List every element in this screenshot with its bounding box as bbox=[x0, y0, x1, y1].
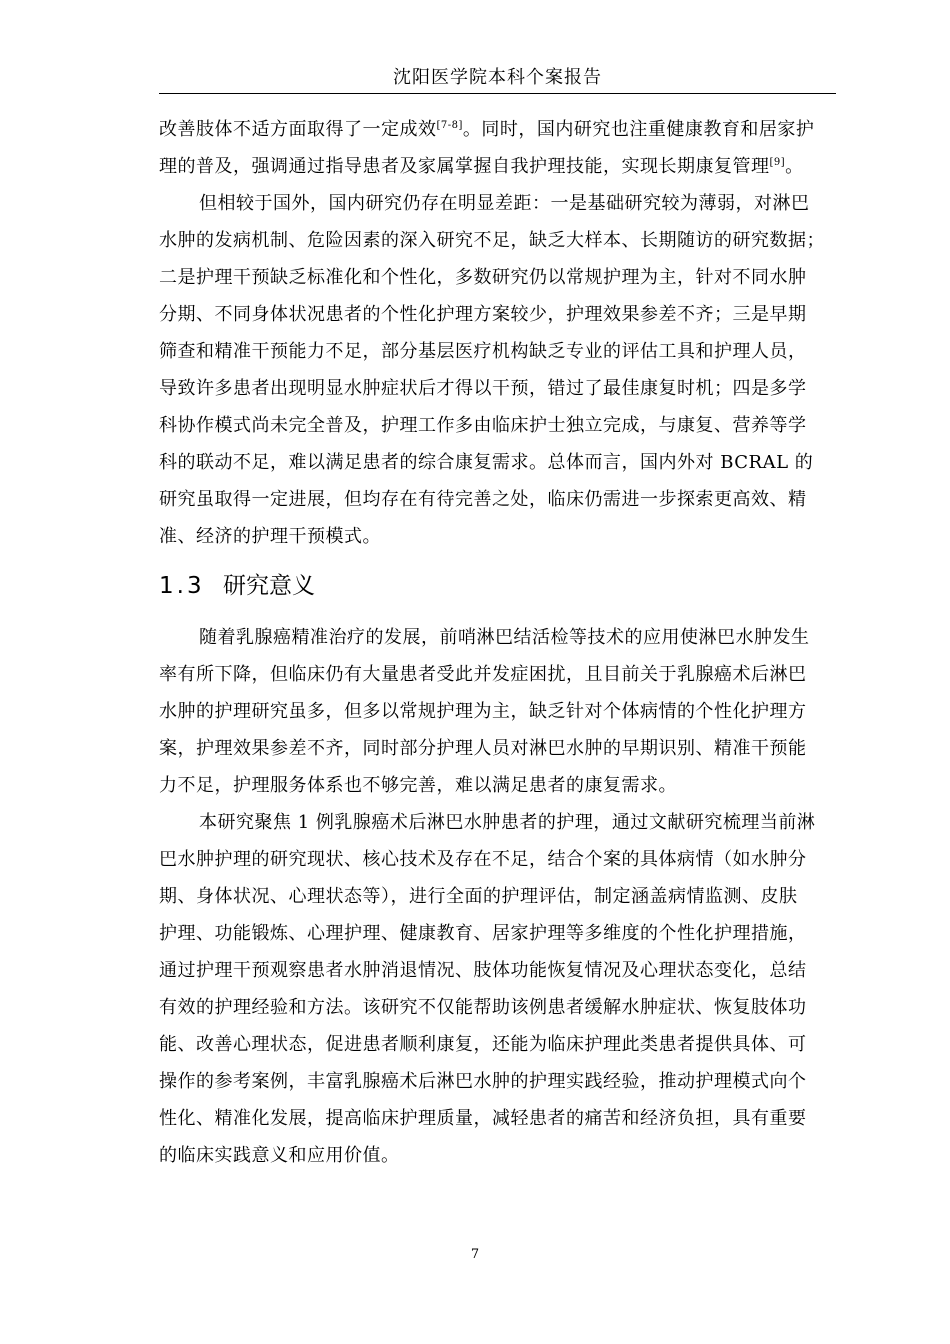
header-rule bbox=[159, 93, 836, 94]
text-line: 力不足，护理服务体系也不够完善，难以满足患者的康复需求。 bbox=[159, 775, 677, 796]
page-header-title: 沈阳医学院本科个案报告 bbox=[393, 67, 602, 88]
text-line: 的临床实践意义和应用价值。 bbox=[159, 1145, 400, 1166]
paragraph-continued bbox=[159, 111, 839, 185]
section-title: 研究意义 bbox=[223, 573, 315, 599]
text-line: 随着乳腺癌精准治疗的发展，前哨淋巴结活检等技术的应用使淋巴水肿发生 bbox=[199, 627, 810, 648]
citation: [9] bbox=[769, 157, 786, 168]
text-line: 巴水肿护理的研究现状、核心技术及存在不足，结合个案的具体病情（如水肿分 bbox=[159, 849, 807, 870]
text-line: 水肿的护理研究虽多，但多以常规护理为主，缺乏针对个体病情的个性化护理方 bbox=[159, 701, 807, 722]
text-line: 理的普及，强调通过指导患者及家属掌握自我护理技能，实现长期康复管理[9]。 bbox=[159, 156, 804, 177]
text-line: 案，护理效果参差不齐，同时部分护理人员对淋巴水肿的早期识别、精准干预能 bbox=[159, 738, 807, 759]
text-line: 通过护理干预观察患者水肿消退情况、肢体功能恢复情况及心理状态变化，总结 bbox=[159, 960, 807, 981]
text-line: 导致许多患者出现明显水肿症状后才得以干预，错过了最佳康复时机；四是多学 bbox=[159, 378, 807, 399]
text-line: 期、身体状况、心理状态等），进行全面的护理评估，制定涵盖病情监测、皮肤 bbox=[159, 886, 798, 907]
text-line: 有效的护理经验和方法。该研究不仅能帮助该例患者缓解水肿症状、恢复肢体功 bbox=[159, 997, 807, 1018]
text-line: 科的联动不足，难以满足患者的综合康复需求。总体而言，国内外对 BCRAL 的 bbox=[159, 452, 814, 473]
page-number: 7 bbox=[470, 1247, 480, 1262]
paragraph-significance-2 bbox=[159, 804, 839, 1174]
text-line: 但相较于国外，国内研究仍存在明显差距：一是基础研究较为薄弱，对淋巴 bbox=[199, 193, 810, 214]
paragraph-domestic-gaps bbox=[159, 185, 839, 555]
section-heading bbox=[159, 568, 315, 604]
text-line: 水肿的发病机制、危险因素的深入研究不足，缺乏大样本、长期随访的研究数据； bbox=[159, 230, 825, 251]
text-line: 改善肢体不适方面取得了一定成效[7-8]。同时，国内研究也注重健康教育和居家护 bbox=[159, 119, 815, 140]
text-line: 二是护理干预缺乏标准化和个性化，多数研究仍以常规护理为主，针对不同水肿 bbox=[159, 267, 807, 288]
text-line: 能、改善心理状态，促进患者顺利康复，还能为临床护理此类患者提供具体、可 bbox=[159, 1034, 807, 1055]
text-line: 准、经济的护理干预模式。 bbox=[159, 526, 381, 547]
paragraph-significance-1 bbox=[159, 619, 839, 804]
text-line: 筛查和精准干预能力不足，部分基层医疗机构缺乏专业的评估工具和护理人员， bbox=[159, 341, 807, 362]
section-number: 1.3 bbox=[159, 573, 205, 599]
text-line: 科协作模式尚未完全普及，护理工作多由临床护士独立完成，与康复、营养等学 bbox=[159, 415, 807, 436]
text-line: 本研究聚焦 1 例乳腺癌术后淋巴水肿患者的护理，通过文献研究梳理当前淋 bbox=[199, 812, 816, 833]
text-line: 操作的参考案例，丰富乳腺癌术后淋巴水肿的护理实践经验，推动护理模式向个 bbox=[159, 1071, 807, 1092]
citation: [7-8] bbox=[436, 120, 463, 131]
text-line: 分期、不同身体状况患者的个性化护理方案较少，护理效果参差不齐；三是早期 bbox=[159, 304, 807, 325]
text-line: 护理、功能锻炼、心理护理、健康教育、居家护理等多维度的个性化护理措施， bbox=[159, 923, 807, 944]
text-line: 率有所下降，但临床仍有大量患者受此并发症困扰，且目前关于乳腺癌术后淋巴 bbox=[159, 664, 807, 685]
text-line: 性化、精准化发展，提高临床护理质量，减轻患者的痛苦和经济负担，具有重要 bbox=[159, 1108, 807, 1129]
text-line: 研究虽取得一定进展，但均存在有待完善之处，临床仍需进一步探索更高效、精 bbox=[159, 489, 807, 510]
